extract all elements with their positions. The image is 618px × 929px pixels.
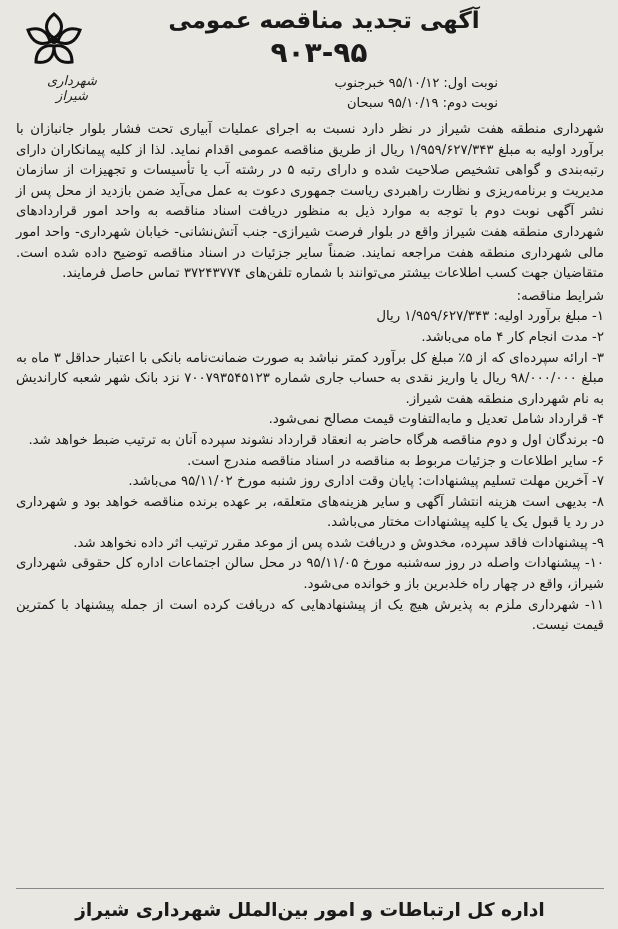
term-item: ۱۰- پیشنهادات واصله در روز سه‌شنبه مورخ ۹۵/۱۱/۰۵ در محل سالن اجتماعات اداره کل حقوقی شهرداری شیراز، واقع در چهار راه خلدبرین باز و خوانده می‌شود. xyxy=(16,556,604,593)
term-item: ۴- قرارداد شامل تعدیل و مابه‌التفاوت قیمت مصالح نمی‌شود. xyxy=(268,412,604,428)
intro-paragraph: شهرداری منطقه هفت شیراز در نظر دارد نسبت به اجرای عملیات آبیاری تحت فشار بلوار جانبازان با برآورد اولیه به مبلغ ۱/۹۵۹/۶۲۷/۳۴۳ ریال از طریق مناقصه عمومی اقدام نماید. لذا از کلیه پیمانکاران دارای رتبه‌بندی و گواهی تشخیص صلاحیت شده و دارای رتبه ۵ در رشته آب یا تأسیسات و تجهیزات از سازمان مدیریت و برنامه‌ریزی و نظارت راهبردی ریاست جمهوری دعوت به عمل می‌آید ضمن بازدید از محل پس از نشر آگهی نوبت دوم با توجه به موارد ذیل به منظور دریافت اسناد مناقصه به واحد امور قراردادهای شهرداری منطقه هفت شیراز واقع در بلوار فرصت شیرازی- جنب آتش‌نشانی- خیابان شهرداری- واحد امور مالی شهرداری منطقه هفت مراجعه نمایند. ضمناً سایر جزئیات در اسناد مناقصه توضیح داده شده است. متقاضیان جهت کسب اطلاعات بیشتر می‌توانند با شماره تلفن‌های ۳۷۲۴۳۷۷۴ تماس حاصل فرمایند. xyxy=(16,122,605,282)
terms-list xyxy=(16,307,604,637)
term-item: ۱- مبلغ برآورد اولیه: ۱/۹۵۹/۶۲۷/۳۴۳ ریال xyxy=(376,309,604,325)
term-item: ۵- برندگان اول و دوم مناقصه هرگاه حاضر به انعقاد قرارداد نشوند سپرده آنان به ترتیب ضبط خواهد شد. xyxy=(28,432,604,448)
term-item: ۸- بدیهی است هزینه انتشار آگهی و سایر هزینه‌های متعلقه، بر عهده برنده مناقصه خواهد بود و شهرداری در رد یا قبول یک یا کلیه پیشنهادات مختار می‌باشد. xyxy=(16,494,604,531)
term-item: ۱۱- شهرداری ملزم به پذیرش هیچ یک از پیشنهادهایی که دریافت کرده است از جمله پیشنهاد با کمترین قیمت نیست. xyxy=(16,597,604,634)
footer-signature: اداره کل ارتباطات و امور بین‌الملل شهرداری شیراز xyxy=(75,900,545,921)
tender-number: ۹۰۳-۹۵ xyxy=(270,36,368,69)
terms-heading: شرایط مناقصه: xyxy=(516,288,604,304)
publication-notices xyxy=(334,74,498,114)
term-item: ۹- پیشنهادات فاقد سپرده، مخدوش و دریافت شده پس از موعد مقرر ترتیب اثر داده نخواهد شد. xyxy=(73,535,604,551)
notice-body xyxy=(16,120,604,637)
footer-divider xyxy=(16,888,604,889)
shiraz-municipality-flower-logo-icon xyxy=(14,8,94,70)
logo-caption: شهرداری شیراز xyxy=(47,74,97,104)
term-item: ۲- مدت انجام کار ۴ ماه می‌باشد. xyxy=(421,329,604,345)
header xyxy=(104,6,604,70)
term-item: ۷- آخرین مهلت تسلیم پیشنهادات: پایان وقت اداری روز شنبه مورخ ۹۵/۱۱/۰۲ می‌باشد. xyxy=(128,474,604,490)
term-item: ۶- سایر اطلاعات و جزئیات مربوط به مناقصه در اسناد مناقصه مندرج است. xyxy=(187,453,604,469)
first-notice: نوبت اول: ۹۵/۱۰/۱۲ خبرجنوب xyxy=(334,76,498,91)
term-item: ۳- ارائه سپرده‌ای که از ۵٪ مبلغ کل برآورد کمتر نباشد به صورت ضمانت‌نامه بانکی با اعتبار حداقل ۳ ماه به مبلغ ۹۸/۰۰۰/۰۰۰ ریال یا واریز نقدی به حساب جاری شماره ۷۰۰۷۹۳۵۴۵۱۲۳ نزد بانک شهر شعبه کارانديش به نام شهرداری منطقه هفت شیراز. xyxy=(16,350,604,407)
logo xyxy=(14,8,97,104)
page-title: آگهی تجدید مناقصه عمومی xyxy=(168,8,480,34)
second-notice: نوبت دوم: ۹۵/۱۰/۱۹ سبحان xyxy=(347,96,498,111)
